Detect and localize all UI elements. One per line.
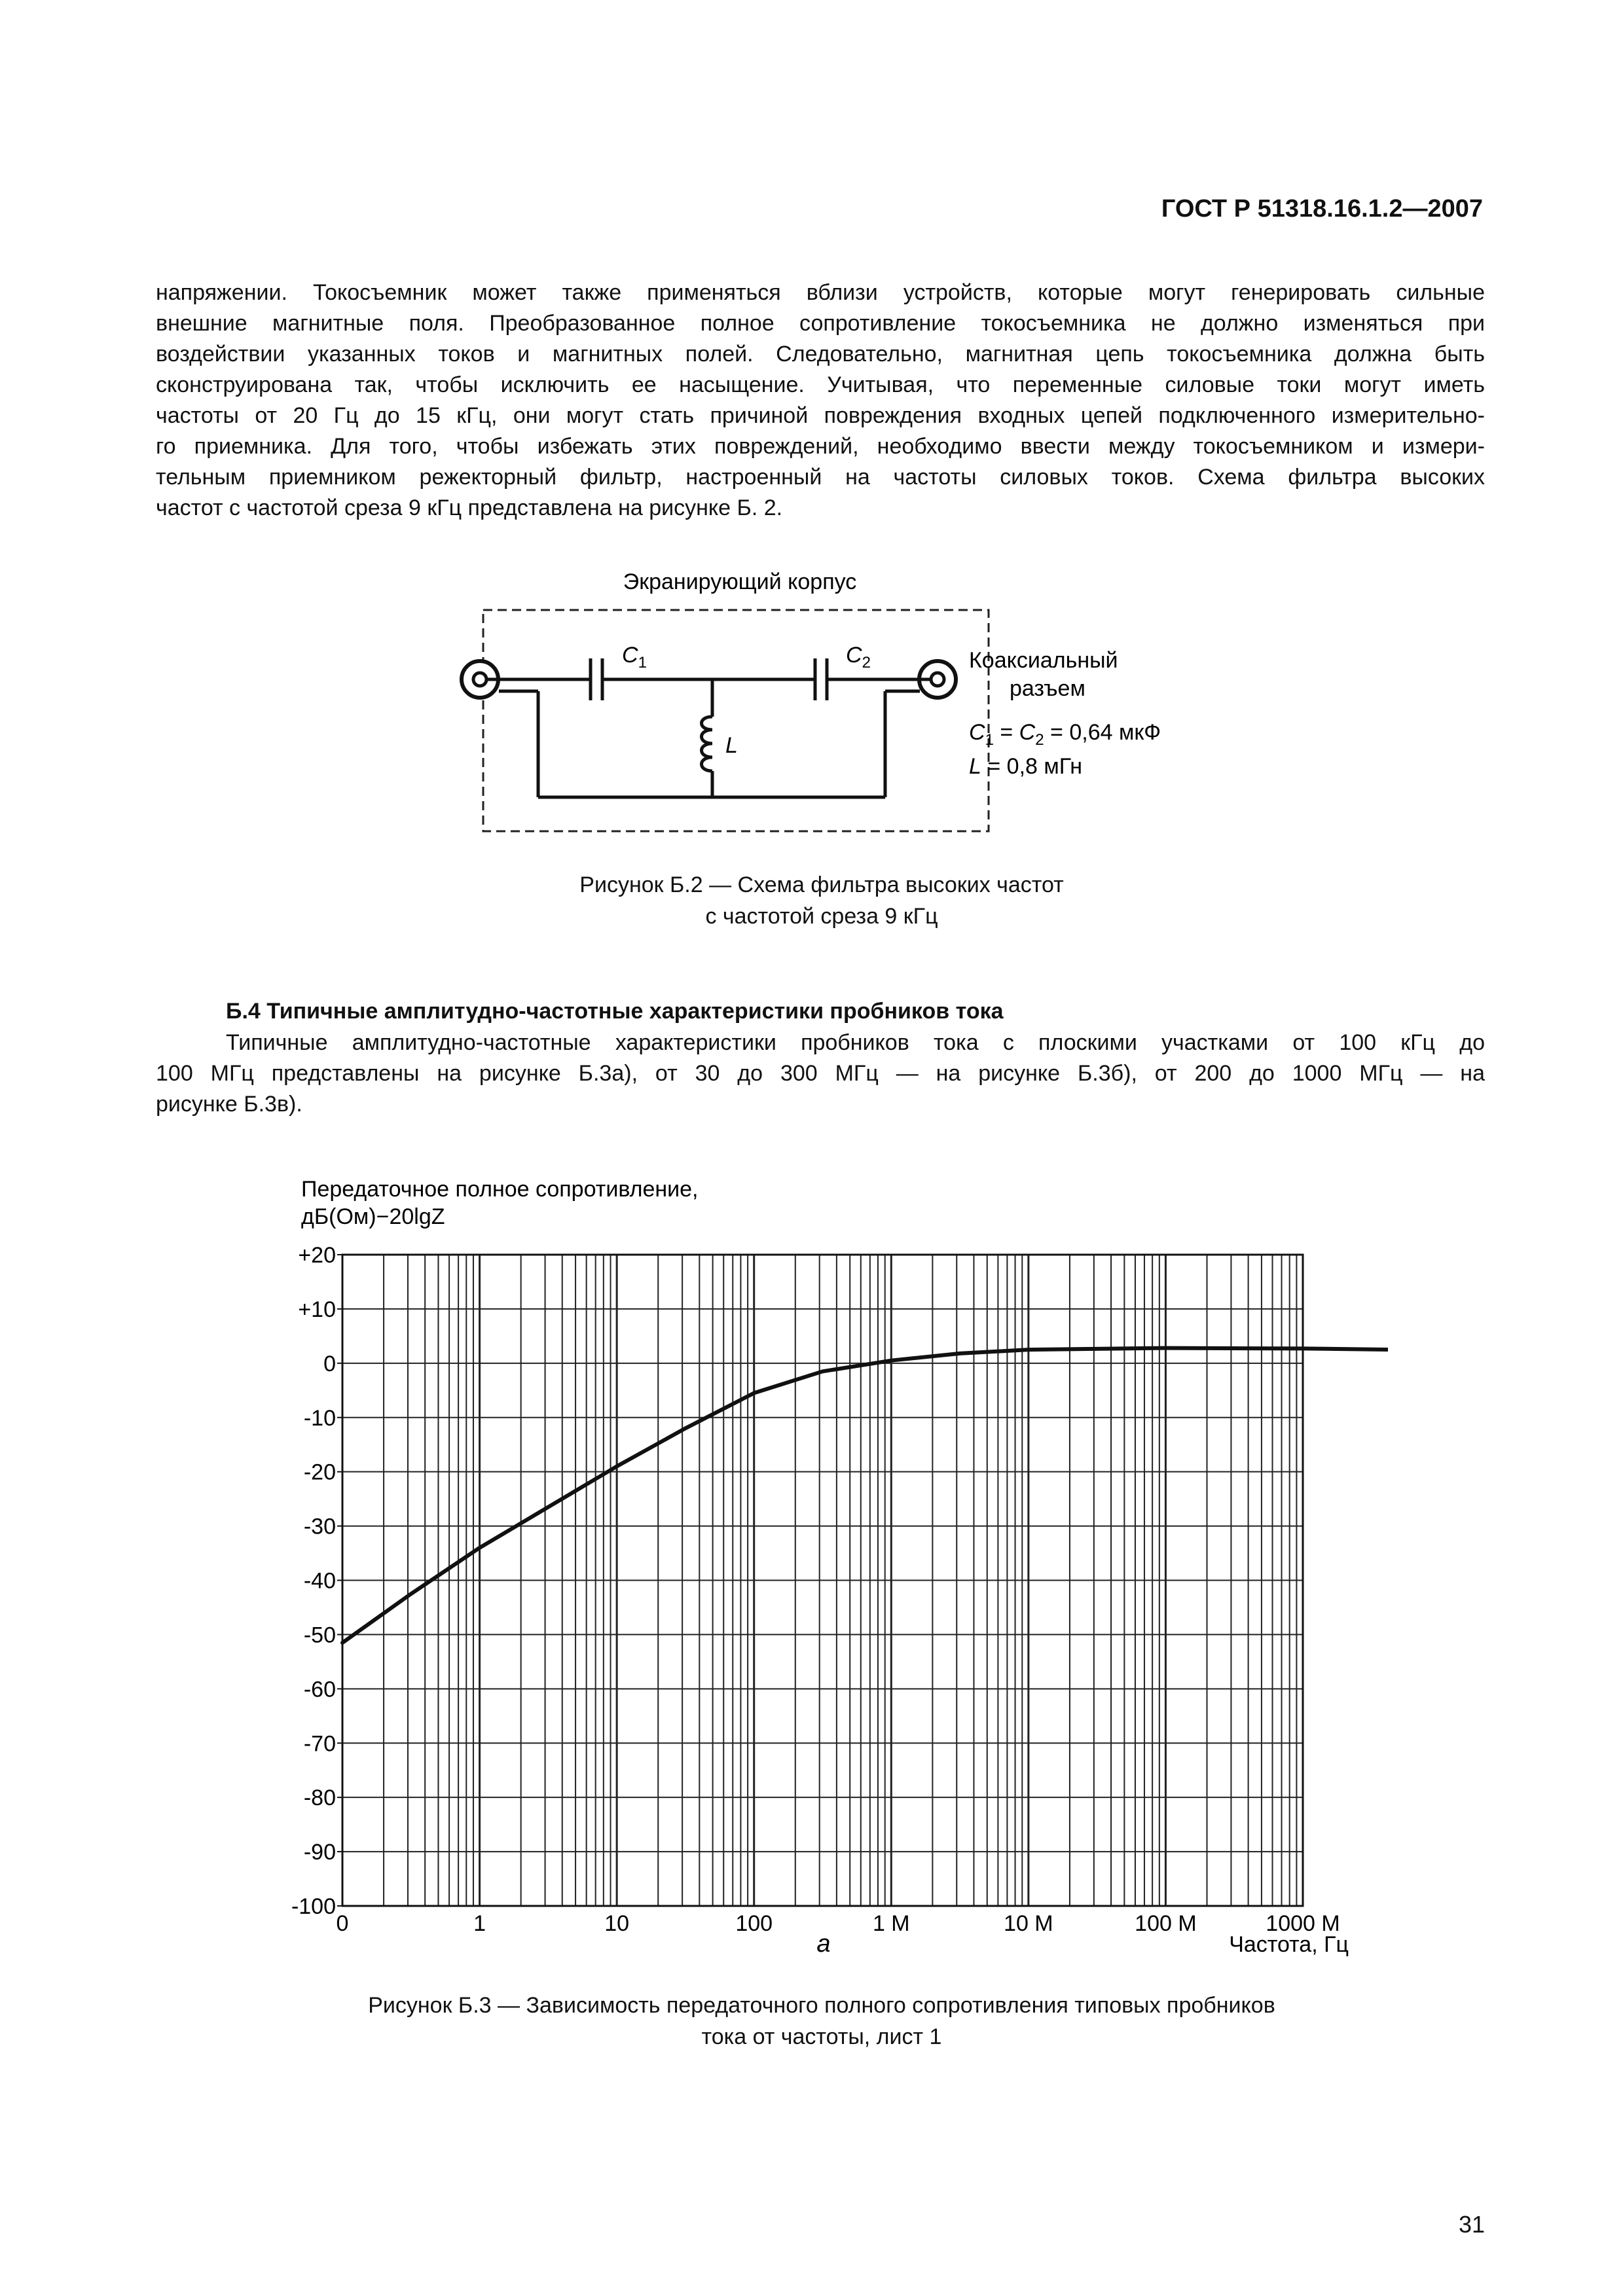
- paragraph-line: Типичные амплитудно-частотные характеристики пробников тока с плоскими участками от 100 кГц до: [226, 1030, 1485, 1055]
- figure-b2-caption-line1: Рисунок Б.2 — Схема фильтра высоких частот: [579, 872, 1064, 897]
- paragraph-line: тельным приемником режекторный фильтр, настроенный на частоты силовых токов. Схема фильтра высоких: [156, 465, 1485, 490]
- y-tick-label: -20: [303, 1460, 336, 1485]
- c2-label: $C_2$: [846, 643, 871, 672]
- connector-label-line1: Коаксиальный: [969, 648, 1118, 673]
- figure-b3-caption-line1: Рисунок Б.3 — Зависимость передаточного полного сопротивления типовых пробников: [368, 1993, 1275, 2018]
- paragraph-line: внешние магнитные поля. Преобразованное полное сопротивление токосъемника не должно изменяться при: [156, 311, 1485, 336]
- figure-b2-caption: [419, 869, 1224, 932]
- c1-label: $C_1$: [622, 643, 647, 672]
- paragraph-line: рисунке Б.3в).: [156, 1092, 302, 1117]
- paragraph-line: воздействии указанных токов и магнитных полей. Следовательно, магнитная цепь токосъемника должна быть: [156, 342, 1485, 367]
- chart-ylabel-line1: Передаточное полное сопротивление,: [301, 1177, 699, 1202]
- x-tick-label: 0: [336, 1911, 349, 1936]
- chart-ylabel-line2: дБ(Ом)−20lgZ: [301, 1204, 445, 1229]
- paragraph-line: частоты от 20 Гц до 15 кГц, они могут стать причиной повреждения входных цепей подключенного измерительно-: [156, 403, 1485, 428]
- housing-label: Экранирующий корпус: [623, 569, 857, 594]
- y-tick-label: +10: [298, 1297, 336, 1322]
- paragraph-power-currents: [156, 278, 1485, 524]
- param-inductance: L = 0,8 мГн: [969, 754, 1083, 779]
- paragraph-line: 100 МГц представлены на рисунке Б.3а), от 30 до 300 МГц — на рисунке Б.3б), от 200 до 1000 МГц — на: [156, 1061, 1485, 1086]
- x-tick-label: 100: [735, 1911, 773, 1936]
- figure-b2-caption-line2: с частотой среза 9 кГц: [705, 904, 938, 929]
- chart-grid: [342, 1255, 1303, 1906]
- x-tick-label: 1: [473, 1911, 486, 1936]
- chart-y-ticks: [291, 1243, 342, 1919]
- y-tick-label: -60: [303, 1677, 336, 1702]
- x-tick-label: 1000 M: [1266, 1911, 1340, 1936]
- paragraph-line: го приемника. Для того, чтобы избежать этих повреждений, необходимо ввести между токосъемником и измери-: [156, 434, 1485, 459]
- paragraph-line: напряжении. Токосъемник может также применяться вблизи устройств, которые могут генерировать сильные: [156, 280, 1485, 305]
- section-b4-title: Б.4 Типичные амплитудно-частотные характеристики пробников тока: [226, 999, 1004, 1024]
- page-number: 31: [1458, 2211, 1485, 2238]
- y-tick-label: -80: [303, 1785, 336, 1811]
- param-capacitance: $C_1 = C_2 = 0,64$ мкФ: [969, 720, 1161, 749]
- filter-circuit-diagram: [445, 563, 1205, 851]
- y-tick-label: -50: [303, 1623, 336, 1648]
- x-tick-label: 10 M: [1004, 1911, 1053, 1936]
- chart-xlabel: Частота, Гц: [1229, 1932, 1349, 1957]
- x-tick-label: 1 M: [872, 1911, 910, 1936]
- chart-sublabel: а: [816, 1930, 831, 1958]
- y-tick-label: -90: [303, 1840, 336, 1865]
- x-tick-label: 100 M: [1135, 1911, 1197, 1936]
- y-tick-label: -30: [303, 1514, 336, 1539]
- figure-b3-caption: [249, 1990, 1395, 2053]
- y-tick-label: -70: [303, 1731, 336, 1757]
- connector-label-line2: разъем: [1010, 676, 1085, 701]
- capacitor-c1-icon: [591, 658, 602, 700]
- y-tick-label: -40: [303, 1568, 336, 1594]
- document-header: ГОСТ Р 51318.16.1.2—2007: [1161, 195, 1483, 223]
- impedance-frequency-chart: [275, 1172, 1388, 1970]
- inductor-l-icon: [702, 717, 713, 771]
- y-tick-label: +20: [298, 1243, 336, 1268]
- capacitor-c2-icon: [815, 658, 827, 700]
- paragraph-line: сконструирована так, чтобы исключить ее насыщение. Учитывая, что переменные силовые токи могут иметь: [156, 372, 1485, 397]
- x-tick-label: 10: [604, 1911, 630, 1936]
- paragraph-line: частот с частотой среза 9 кГц представлена на рисунке Б. 2.: [156, 495, 783, 520]
- paragraph-b4: [156, 1028, 1485, 1120]
- y-tick-label: -10: [303, 1405, 336, 1431]
- y-tick-label: -100: [291, 1894, 336, 1919]
- l-label: L: [725, 733, 738, 758]
- circuit-wires: [486, 679, 931, 797]
- figure-b3-caption-line2: тока от частоты, лист 1: [701, 2024, 942, 2049]
- chart-x-ticks: [337, 1911, 1340, 1936]
- y-tick-label: 0: [323, 1351, 336, 1376]
